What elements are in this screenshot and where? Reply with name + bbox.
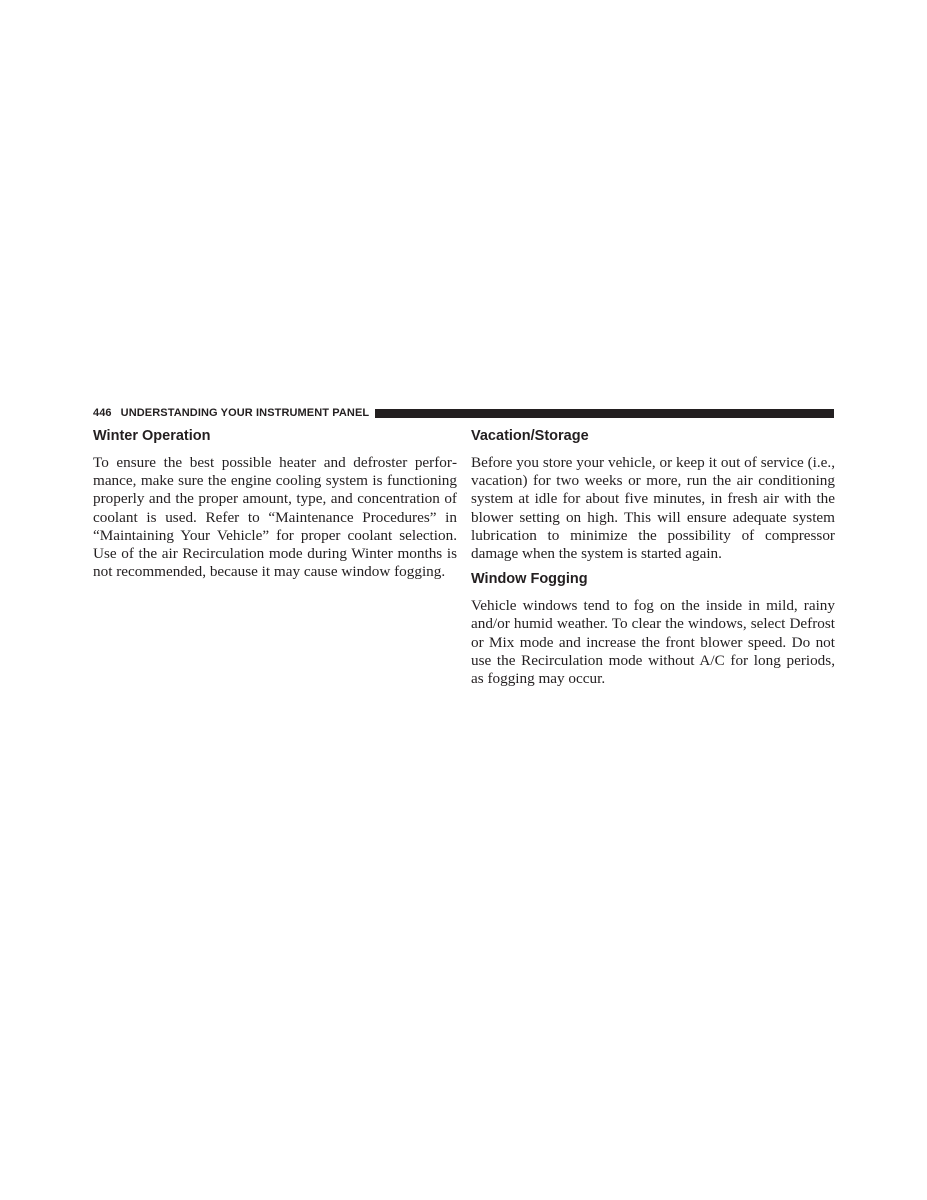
left-column [93,426,457,581]
running-section-title: UNDERSTANDING YOUR INSTRUMENT PANEL [120,407,370,419]
vacation-storage-paragraph: Before you store your vehicle, or keep it out of service (i.e., vacation) for two weeks or more, run the air conditioning system at idle for about five minutes, in fresh air with the blower setting on high. This will ensure adequate system lubrication to minimize the possibility of compressor damage when the system is started again. [471,454,835,563]
page-header [93,405,834,421]
right-column [471,426,835,688]
page-number: 446 [93,407,112,419]
winter-operation-heading: Winter Operation [93,428,211,444]
winter-operation-paragraph: To ensure the best possible heater and defroster performance, make sure the engine cooling system is functioning properly and the proper amount, type, and concentration of coolant is used. Refer to “Maintenance Procedures” in “Maintaining Your Vehicle” for proper coolant selection. Use of the air Recirculation mode during Winter months is not recommended, because it may cause window fogging. [93,454,457,581]
vacation-storage-heading: Vacation/Storage [471,428,589,444]
header-rule [375,409,834,418]
window-fogging-paragraph: Vehicle windows tend to fog on the inside in mild, rainy and/or humid weather. To clear the windows, select Defrost or Mix mode and increase the front blower speed. Do not use the Recirculation mode without A/C for long periods, as fogging may occur. [471,597,835,688]
window-fogging-heading: Window Fogging [471,571,588,588]
